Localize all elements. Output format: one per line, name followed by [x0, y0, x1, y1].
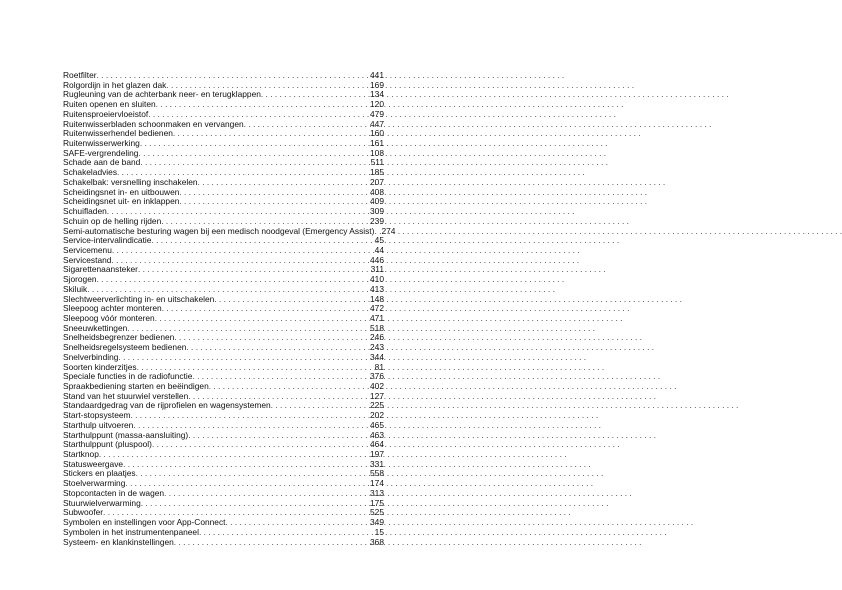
- page-number: 148: [370, 293, 384, 304]
- page-number: 464: [370, 439, 384, 450]
- index-term: Ruitensproeiervloeistof: [63, 108, 149, 119]
- page-number: 465: [370, 419, 384, 430]
- index-term: Soorten kinderzitjes: [63, 361, 137, 372]
- index-term: Startknop: [63, 449, 99, 460]
- index-term: Stand van het stuurwiel verstellen: [63, 390, 189, 401]
- index-term: Servicestand: [63, 254, 112, 265]
- index-term: Snelheidsregelsysteem bedienen: [63, 342, 187, 353]
- page-number: 479: [370, 108, 384, 119]
- page-number: 225: [370, 400, 384, 411]
- index-term: Scheidingsnet uit- en inklappen: [63, 196, 180, 207]
- page-number: 207: [370, 176, 384, 187]
- index-term: Schakelbak: versnelling inschakelen: [63, 176, 198, 187]
- page-number: 558: [370, 468, 384, 479]
- index-term: Statusweergave: [63, 458, 124, 469]
- index-term: Schuifladen: [63, 206, 107, 217]
- index-term: Starthulppunt (pluspool): [63, 439, 152, 450]
- page-number: 376: [370, 371, 384, 382]
- page-number: 313: [370, 487, 384, 498]
- page-number: 410: [370, 274, 384, 285]
- page-number: 447: [370, 118, 384, 129]
- page-number: 202: [370, 410, 384, 421]
- page-number: 331: [370, 458, 384, 469]
- index-term: Ruiten openen en sluiten: [63, 99, 156, 110]
- index-term: Rolgordijn in het glazen dak: [63, 79, 167, 90]
- page-number: 349: [370, 517, 384, 528]
- page-number: 246: [370, 332, 384, 343]
- index-term: Sjorogen: [63, 274, 97, 285]
- page-number: 239: [370, 215, 384, 226]
- index-term: Stickers en plaatjes: [63, 468, 136, 479]
- index-list: [63, 70, 396, 547]
- page-number: 446: [370, 254, 384, 265]
- page-number: 134: [370, 89, 384, 100]
- page-number: 441: [370, 70, 384, 80]
- index-term: Semi-automatische besturing wagen bij een medisch noodgeval (Emergency Assist): [63, 225, 375, 236]
- index-term: Sleepoog vóór monteren: [63, 312, 155, 323]
- index-term: Rugleuning van de achterbank neer- en terugklappen: [63, 89, 261, 100]
- index-term: Scheidingsnet in- en uitbouwen: [63, 186, 180, 197]
- index-term: Servicemenu: [63, 244, 112, 255]
- page-number: 243: [370, 342, 384, 353]
- page-number: 402: [370, 381, 384, 391]
- index-entry: [63, 538, 384, 548]
- page-number: 81: [374, 361, 384, 372]
- index-term: Starthulp uitvoeren: [63, 419, 134, 430]
- index-term: Snelheidsbegrenzer bedienen: [63, 332, 175, 343]
- page-number: 344: [370, 351, 384, 362]
- index-term: Slechtweerverlichting in- en uitschakelen: [63, 293, 215, 304]
- page-number: 408: [370, 186, 384, 197]
- dot-leader: [174, 538, 369, 548]
- page-number: 175: [370, 497, 384, 508]
- index-term: Speciale functies in de radiofunctie: [63, 371, 193, 382]
- index-term: Stopcontacten in de wagen: [63, 487, 165, 498]
- page-number: 161: [370, 138, 384, 149]
- page-number: 525: [370, 507, 384, 518]
- page-number: 127: [370, 390, 384, 401]
- index-term: Skiluik: [63, 283, 88, 294]
- index-term: Spraakbediening starten en beëindigen: [63, 381, 209, 391]
- page-number: 413: [370, 283, 384, 294]
- page-number: 160: [370, 128, 384, 139]
- index-term: Ruitenwisserbladen schoonmaken en vervangen: [63, 118, 244, 129]
- page-number: 309: [370, 206, 384, 217]
- page-number: 108: [370, 147, 384, 158]
- index-term: Schade aan de band: [63, 157, 141, 168]
- page-number: 174: [370, 478, 384, 489]
- page-number: 197: [370, 449, 384, 460]
- page-number: 472: [370, 303, 384, 314]
- index-term: Schuin op de helling rijden: [63, 215, 162, 226]
- page-number: 45: [374, 235, 384, 246]
- page-number: 463: [370, 429, 384, 440]
- index-term: Sigarettenaansteker: [63, 264, 138, 275]
- index-term: Symbolen in het instrumentenpaneel: [63, 526, 199, 537]
- page-number: 274: [381, 225, 396, 236]
- index-term: Ruitenwisserhendel bedienen: [63, 128, 173, 139]
- index-term: Snelverbinding: [63, 351, 119, 362]
- index-term: Systeem- en klankinstellingen: [63, 536, 174, 547]
- page-number: 518: [370, 322, 384, 333]
- index-term: Stuurwielverwarming: [63, 497, 141, 508]
- index-term: Service-intervalindicatie: [63, 235, 152, 246]
- index-term: SAFE-vergrendeling: [63, 147, 139, 158]
- index-term: Sneeuwkettingen: [63, 322, 128, 333]
- index-term: Stoelverwarming: [63, 478, 126, 489]
- page-number: 169: [370, 79, 384, 90]
- page-number: 44: [374, 244, 384, 255]
- index-term: Symbolen en instellingen voor App-Connect: [63, 517, 226, 528]
- index-term: Roetfilter: [63, 70, 97, 80]
- index-term: Start-stopsysteem: [63, 410, 131, 421]
- page-number: 311: [370, 264, 384, 275]
- index-term: Starthulppunt (massa-aansluiting): [63, 429, 189, 440]
- index-term: Standaardgedrag van de rijprofielen en wagensystemen: [63, 400, 271, 411]
- page-number: 15: [374, 526, 384, 537]
- index-term: Subwoofer: [63, 507, 104, 518]
- page-number: 511: [370, 157, 384, 168]
- page-number: 120: [370, 99, 384, 110]
- index-term: Schakeladvies: [63, 167, 118, 178]
- page-number: 185: [370, 167, 384, 178]
- page-number: 368: [370, 536, 384, 547]
- index-term: Ruitenwisserwerking: [63, 138, 140, 149]
- page-number: 471: [370, 312, 384, 323]
- index-term: Sleepoog achter monteren: [63, 303, 162, 314]
- page-number: 409: [370, 196, 384, 207]
